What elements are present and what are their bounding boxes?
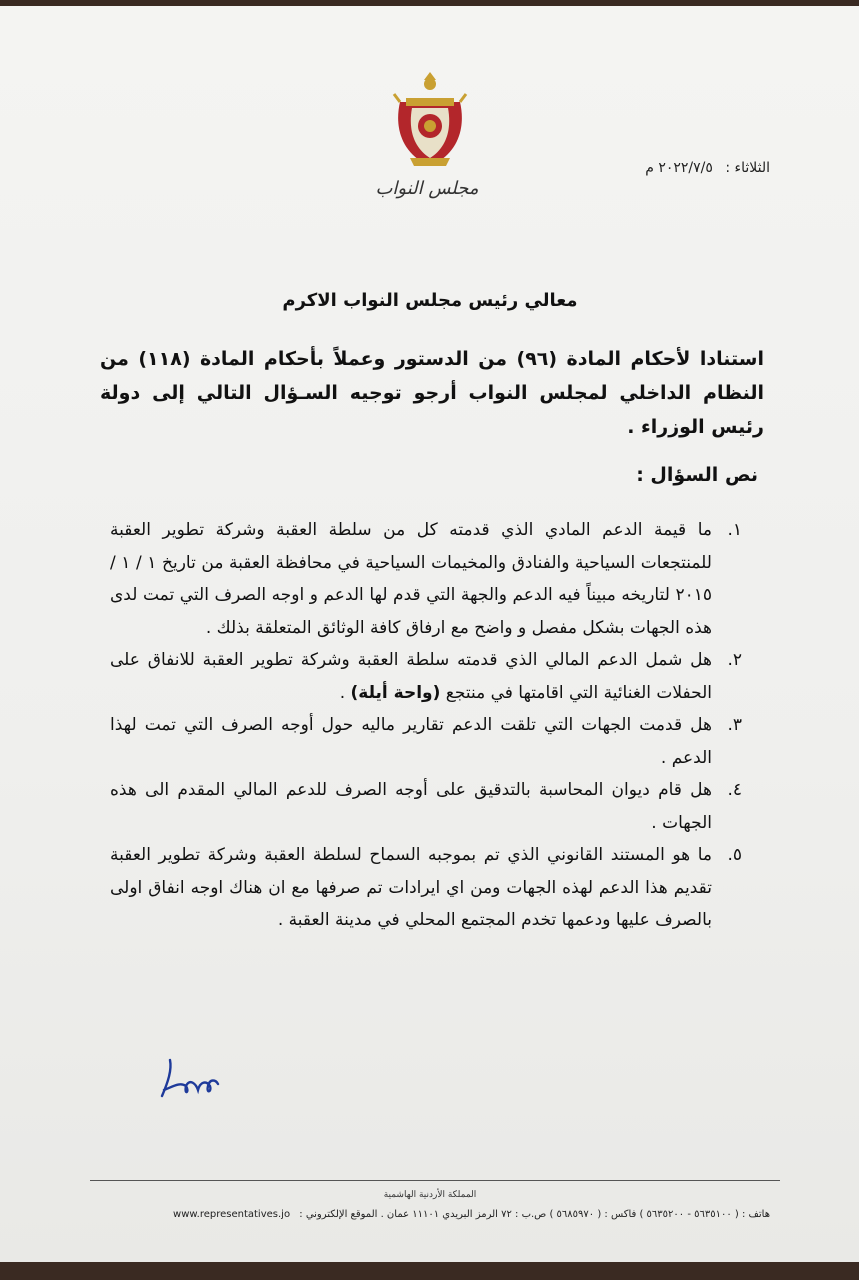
question-text-wrap	[110, 644, 712, 709]
question-text: ما قيمة الدعم المادي الذي قدمته كل من سلطة العقبة وشركة تطوير العقبة للمنتجعات السياحية والفنادق والمخيمات السياحية في محافظة العقبة من تاريخ ١ / ١ / ٢٠١٥ لتاريخه مبيناً فيه الدعم والجهة التي قدم لها الدعم و اوجه الصرف التي تمت لدى هذه الجهات بشكل مفصل و واضح مع ارفاق كافة الوثائق المتعلقة بذلك .	[110, 520, 712, 638]
date-line	[580, 160, 770, 176]
resort-name: (واحة أيلة)	[350, 682, 441, 703]
question-heading: نص السؤال :	[636, 464, 758, 486]
footer-contact	[80, 1209, 770, 1220]
question-number: ١.	[727, 520, 742, 540]
council-name: مجلس النواب	[375, 178, 479, 199]
letter-page	[0, 6, 859, 1262]
website-link[interactable]: www.representatives.jo	[173, 1209, 291, 1220]
question-text: هل قام ديوان المحاسبة بالتدقيق على أوجه الصرف للدعم المالي المقدم الى هذه الجهات .	[110, 780, 712, 833]
day-label: الثلاثاء :	[725, 160, 770, 176]
question-number: ٥.	[727, 845, 742, 865]
question-number: ٣.	[727, 715, 742, 735]
intro-paragraph: استنادا لأحكام المادة (٩٦) من الدستور وعملاً بأحكام المادة (١١٨) من النظام الداخلي لمجلس النواب أرجو توجيه السـؤال التالي إلى دولة رئيس الوزراء .	[100, 348, 764, 438]
list-item	[110, 774, 742, 839]
question-number: ٤.	[727, 780, 742, 800]
question-text: ما هو المستند القانوني الذي تم بموجبه السماح لسلطة العقبة وشركة تطوير العقبة تقديم هذا الدعم لهذه الجهات ومن اي ايرادات تم صرفها مع ان هناك اوجه انفاق اولى بالصرف عليها ودعمها تخدم المجتمع المحلي في مدينة العقبة .	[110, 845, 712, 930]
contact-details: هاتف : ( ٥٦٣٥١٠٠ - ٥٦٣٥٢٠٠ ) فاكس : ( ٥٦٨٥٩٧٠ ) ص.ب : ٧٢ الرمز البريدي ١١١٠١ عمان . الموقع الإلكتروني :	[299, 1209, 770, 1220]
question-tail: .	[339, 682, 351, 703]
question-text: هل قدمت الجهات التي تلقت الدعم تقارير ماليه حول أوجه الصرف التي تمت لهذا الدعم .	[110, 715, 712, 768]
list-item	[110, 644, 742, 709]
question-text: هل شمل الدعم المالي الذي قدمته سلطة العقبة وشركة تطوير العقبة للانفاق على الحفلات الغنائية التي اقامتها في منتجع	[110, 650, 712, 703]
list-item	[110, 514, 742, 644]
footer-divider	[90, 1180, 780, 1181]
list-item	[110, 709, 742, 774]
question-list	[110, 514, 742, 937]
coat-of-arms-icon	[392, 68, 468, 172]
signature-icon	[156, 1056, 222, 1108]
list-item	[110, 839, 742, 937]
footer-kingdom: المملكة الأردنية الهاشمية	[383, 1190, 477, 1200]
question-number: ٢.	[727, 650, 742, 670]
salutation: معالي رئيس مجلس النواب الاكرم	[282, 290, 578, 311]
letter-date: ٢٠٢٢/٧/٥ م	[645, 160, 713, 176]
